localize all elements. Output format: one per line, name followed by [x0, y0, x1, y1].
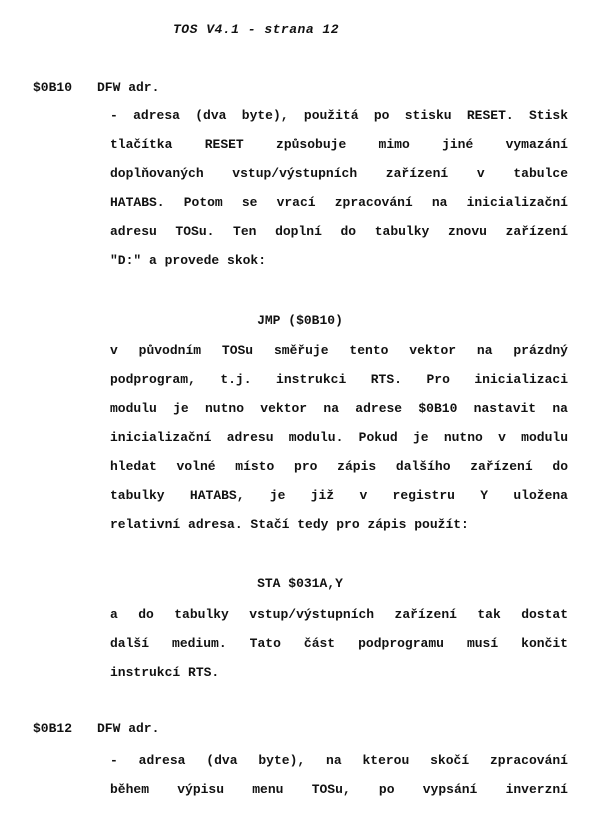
entry-header-0b12 — [33, 721, 159, 736]
entry-header-0b10 — [33, 80, 159, 95]
text-line: "D:" a provede skok: — [110, 253, 267, 268]
entry-0b10-paragraph-2 — [110, 336, 568, 539]
text-line: podprogram, t.j. instrukci RTS. Pro inicializaci — [110, 372, 568, 387]
entry-0b12-paragraph-1 — [110, 746, 568, 804]
text-line: doplňovaných vstup/výstupních zařízení v tabulce — [110, 166, 568, 181]
text-line: relativní adresa. Stačí tedy pro zápis použít: — [110, 517, 469, 532]
entry-address: $0B10 — [33, 80, 73, 95]
code-line-jmp: JMP ($0B10) — [257, 313, 343, 328]
text-line: další medium. Tato část podprogramu musí končit — [110, 636, 568, 651]
text-line: tabulky HATABS, je již v registru Y uložena — [110, 488, 568, 503]
text-line: - adresa (dva byte), na kterou skočí zpracování — [110, 753, 568, 768]
entry-0b10-paragraph-1 — [110, 101, 568, 275]
code-line-sta: STA $031A,Y — [257, 576, 343, 591]
text-line: HATABS. Potom se vrací zpracování na inicializační — [110, 195, 568, 210]
text-line: tlačítka RESET způsobuje mimo jiné vymazání — [110, 137, 568, 152]
entry-address: $0B12 — [33, 721, 73, 736]
text-line: v původním TOSu směřuje tento vektor na prázdný — [110, 343, 568, 358]
entry-0b10-paragraph-3 — [110, 600, 568, 687]
text-line: inicializační adresu modulu. Pokud je nutno v modulu — [110, 430, 568, 445]
text-line: adresu TOSu. Ten doplní do tabulky znovu zařízení — [110, 224, 568, 239]
text-line: během výpisu menu TOSu, po vypsání inverzní — [110, 782, 568, 797]
text-line: - adresa (dva byte), použitá po stisku RESET. Stisk — [110, 108, 568, 123]
page-title: TOS V4.1 - strana 12 — [173, 22, 340, 37]
entry-type: DFW adr. — [97, 721, 160, 736]
text-line: instrukcí RTS. — [110, 665, 220, 680]
entry-type: DFW adr. — [97, 80, 160, 95]
text-line: a do tabulky vstup/výstupních zařízení tak dostat — [110, 607, 568, 622]
text-line: hledat volné místo pro zápis dalšího zařízení do — [110, 459, 568, 474]
text-line: modulu je nutno vektor na adrese $0B10 nastavit na — [110, 401, 568, 416]
